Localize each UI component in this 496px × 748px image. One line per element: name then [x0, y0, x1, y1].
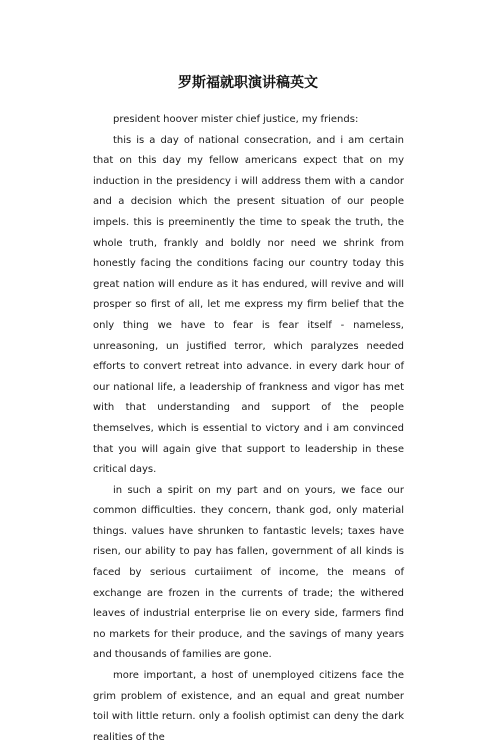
paragraph-common-difficulties: in such a spirit on my part and on yours, we face our common difficulties. they concern, thank god, only material things. values have shrunken to fantastic levels; taxes have risen, our ability to pay has fallen, government of all kinds is faced by serious curtaiiment of income, the means of exchange are frozen in the currents of trade; the withered leaves of industrial enterprise lie on every side, farmers find no markets for their produce, and the savings of many years and thousands of families are gone. — [93, 484, 404, 661]
paragraph-salutation: president hoover mister chief justice, my friends: — [113, 114, 359, 125]
document-title: 罗斯福就职演讲稿英文 — [178, 75, 318, 91]
paragraph-consecration: this is a day of national consecration, and i am certain that on this day my fellow americans expect that on my induction in the presidency i will address them with a candor and a decision which the present situation of our people impels. this is preeminently the time to speak the truth, the whole truth, frankly and boldly nor need we shrink from honestly facing the conditions facing our country today this great nation will endure as it has endured, will revive and will prosper so first of all, let me express my firm belief that the only thing we have to fear is fear itself - nameless, unreasoning, un justified terror, which paralyzes needed efforts to convert retreat into advance. in every dark hour of our national life, a leadership of frankness and vigor has met with that understanding and support of the people themselves, which is essential to victory and i am convinced that you will again give that support to leadership in these critical days. — [93, 134, 404, 476]
document-body — [93, 110, 404, 748]
paragraph-unemployed-citizens: more important, a host of unemployed citizens face the grim problem of existence, and an equal and great number toil with little return. only a foolish optimist can deny the dark realities of the — [93, 670, 404, 743]
